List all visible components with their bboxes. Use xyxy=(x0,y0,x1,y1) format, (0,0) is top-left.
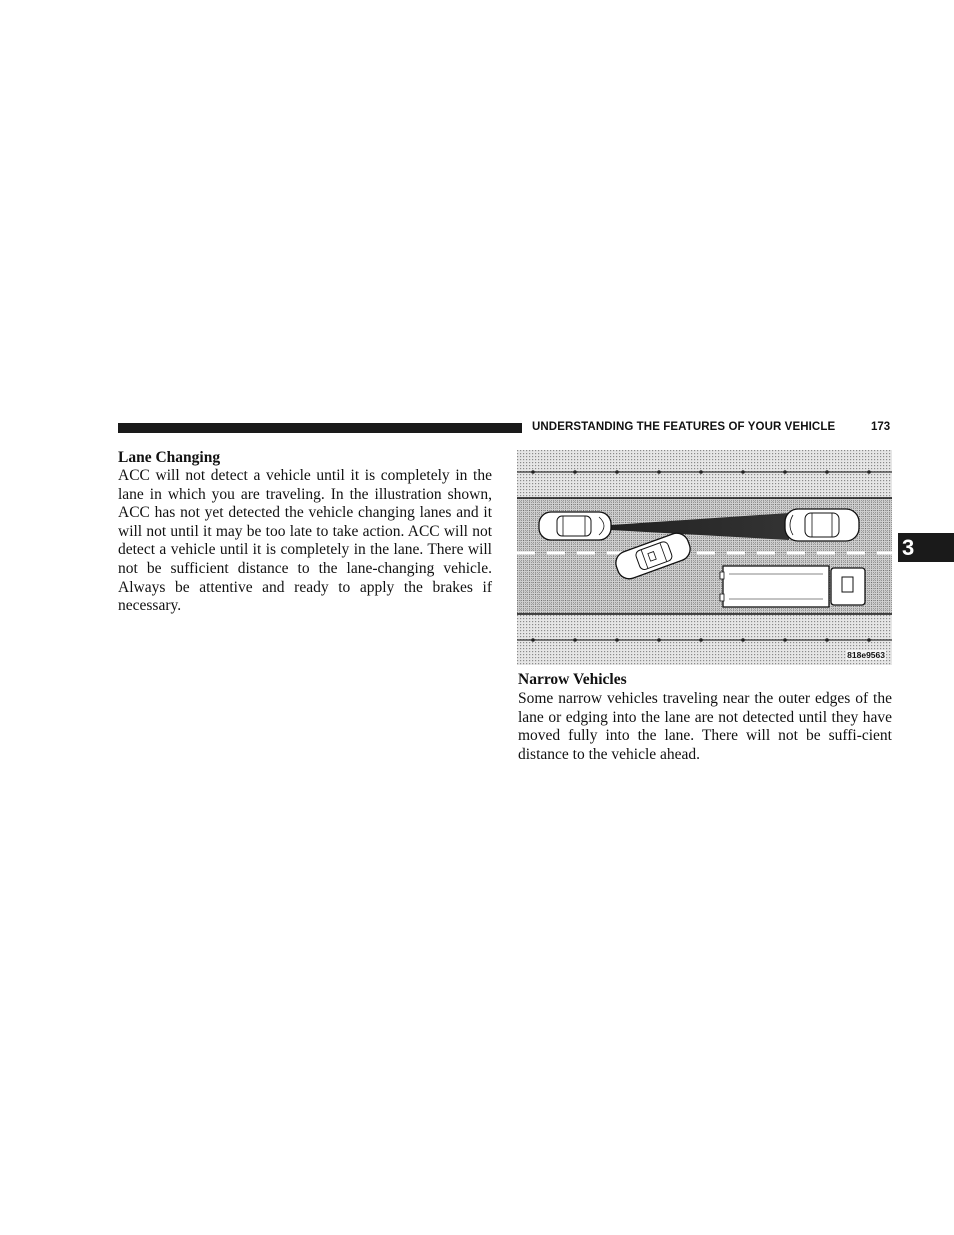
figure-code: 818e9563 xyxy=(847,650,885,660)
lane-changing-body: ACC will not detect a vehicle until it is completely in the lane in which you are traveling. In the illustration shown, ACC has not yet detected the vehicle changing lanes and it will not until it may be too late to take action. ACC will not detect a vehicle until it is completely in the lane. There will not be sufficient distance to the lane-changing vehicle. Always be attentive and ready to apply the brakes if necessary. xyxy=(118,467,492,615)
lane-changing-illustration xyxy=(517,450,892,665)
header-rule xyxy=(118,423,522,433)
narrow-vehicles-body: Some narrow vehicles traveling near the outer edges of the lane or edging into the lane are not detected until they have moved fully into the lane. There will not be suffi-cient distance to the vehicle ahead. xyxy=(518,690,892,763)
running-header: UNDERSTANDING THE FEATURES OF YOUR VEHICLE xyxy=(532,421,836,433)
chapter-tab: 3 xyxy=(898,533,954,562)
page-number: 173 xyxy=(871,421,891,433)
narrow-vehicles-heading: Narrow Vehicles xyxy=(518,671,627,688)
lane-changing-heading: Lane Changing xyxy=(118,449,221,466)
